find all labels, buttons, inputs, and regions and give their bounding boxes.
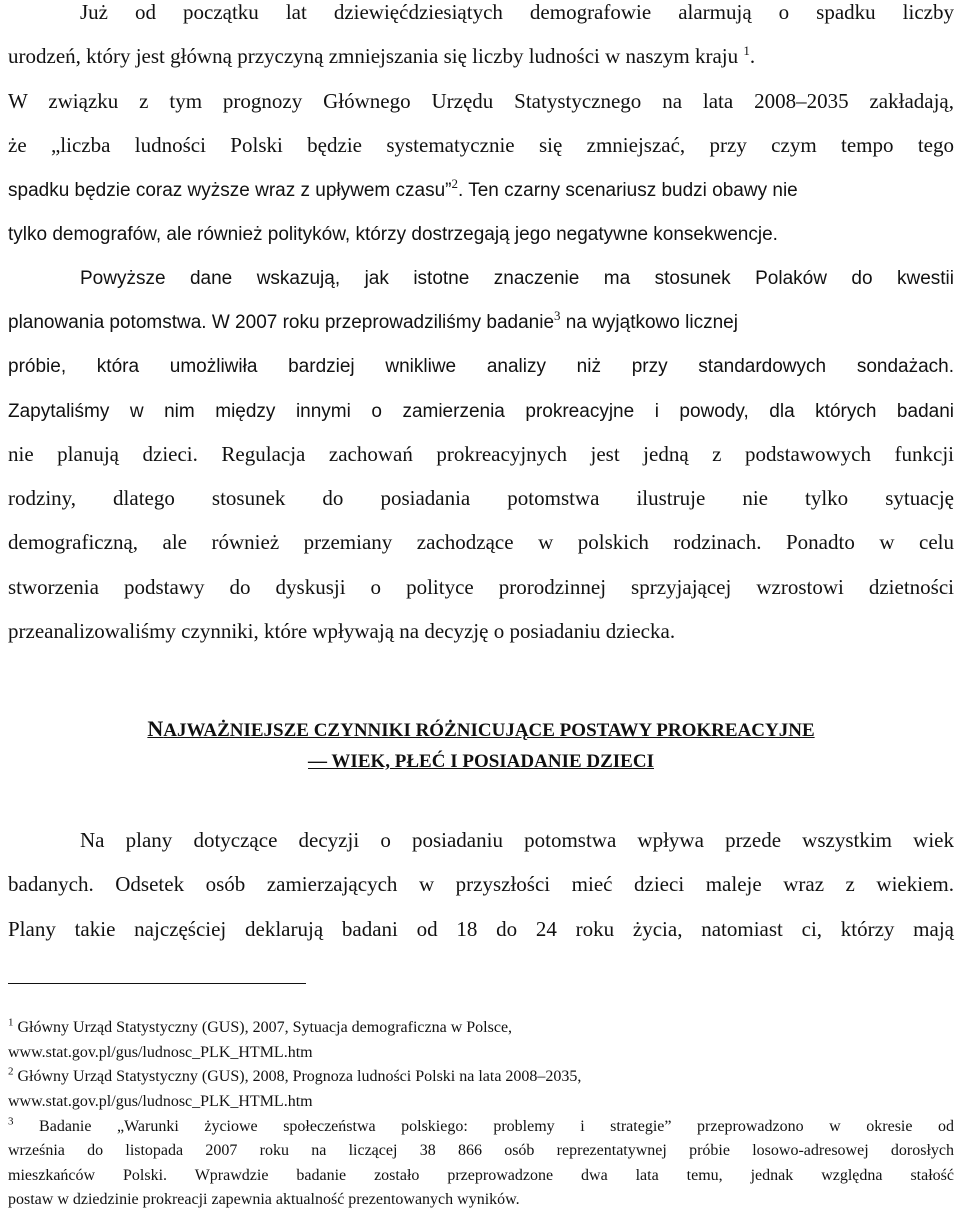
text-line: przeanalizowaliśmy czynniki, które wpływają na decyzję o posiadaniu dziecka. bbox=[8, 619, 676, 643]
text-line: Plany takie najczęściej deklarują badani od 18 do 24 roku życia, natomiast ci, którzy mają bbox=[8, 917, 954, 941]
footnote-ref: 1 bbox=[743, 43, 750, 58]
text-line: Na plany dotyczące decyzji o posiadaniu potomstwa wpływa przede wszystkim wiek bbox=[80, 828, 954, 852]
footnote-3-line: mieszkańców Polski. Wprawdzie badanie zostało przeprowadzone dwa lata temu, jednak względna stałość bbox=[8, 1167, 954, 1184]
text-line: nie planują dzieci. Regulacja zachowań prokreacyjnych jest jedną z podstawowych funkcji bbox=[8, 442, 954, 466]
footnote-3-line: września do listopada 2007 roku na liczącej 38 866 osób reprezentatywnej próbie losowo-adresowej dorosłych bbox=[8, 1142, 954, 1159]
footnote-3-line: postaw w dziedzinie prokreacji zapewnia aktualność prezentowanych wyników. bbox=[8, 1191, 520, 1208]
footnote-ref: 3 bbox=[554, 308, 561, 323]
text-line: Powyższe dane wskazują, jak istotne znaczenie ma stosunek Polaków do kwestii bbox=[80, 268, 954, 289]
footnote-1-url[interactable]: www.stat.gov.pl/gus/ludnosc_PLK_HTML.htm bbox=[8, 1044, 313, 1061]
text-line: Już od początku lat dziewięćdziesiątych demografowie alarmują o spadku liczby bbox=[80, 0, 954, 24]
text-line: W związku z tym prognozy Głównego Urzędu Statystycznego na lata 2008–2035 zakładają, bbox=[8, 89, 954, 113]
footnote-3: $^3$ Badanie „Warunki życiowe społeczeństwa polskiego: problemy i strategie” przeprowadzono w okresie od bbox=[8, 1115, 955, 1135]
text-line: demograficzną, ale również przemiany zachodzące w polskich rodzinach. Ponadto w celu bbox=[8, 530, 954, 554]
footnote-2: $^2$ Główny Urząd Statystyczny (GUS), 2008, Prognoza ludności Polski na lata 2008–2035, bbox=[8, 1065, 582, 1085]
section-heading-line2: — WIEK, PŁEĆ I POSIADANIE DZIECI bbox=[308, 751, 654, 772]
footnote-separator bbox=[8, 983, 306, 984]
text-line: planowania potomstwa. W 2007 roku przeprowadziliśmy badanie$^3$ na wyjątkowo licznej bbox=[8, 308, 738, 333]
footnote-ref: 2 bbox=[451, 176, 459, 191]
section-heading-line1: NAJWAŻNIEJSZE CZYNNIKI RÓŻNICUJĄCE POSTAWY PROKREACYJNE bbox=[147, 716, 815, 741]
text-line: że „liczba ludności Polski będzie systematycznie się zmniejszać, przy czym tempo tego bbox=[8, 133, 954, 157]
text-line: urodzeń, który jest główną przyczyną zmniejszania się liczby ludności w naszym kraju $^1$. bbox=[8, 43, 756, 68]
text-line: próbie, która umożliwiła bardziej wnikliwe analizy niż przy standardowych sondażach. bbox=[8, 356, 954, 377]
text-line: stworzenia podstawy do dyskusji o polityce prorodzinnej sprzyjającej wzrostowi dzietności bbox=[8, 575, 954, 599]
text-line: rodziny, dlatego stosunek do posiadania potomstwa ilustruje nie tylko sytuację bbox=[8, 486, 954, 510]
footnote-1: $^1$ Główny Urząd Statystyczny (GUS), 2007, Sytuacja demograficzna w Polsce, bbox=[8, 1016, 513, 1036]
text-line: Zapytaliśmy w nim między innymi o zamierzenia prokreacyjne i powody, dla których badani bbox=[8, 401, 954, 422]
text-line: tylko demografów, ale również polityków, którzy dostrzegają jego negatywne konsekwencje. bbox=[8, 224, 778, 245]
text-line: badanych. Odsetek osób zamierzających w przyszłości mieć dzieci maleje wraz z wiekiem. bbox=[8, 872, 954, 896]
footnote-2-url[interactable]: www.stat.gov.pl/gus/ludnosc_PLK_HTML.htm bbox=[8, 1093, 313, 1110]
text-line: spadku będzie coraz wyższe wraz z upływem czasu”$^2$. Ten czarny scenariusz budzi obawy nie bbox=[8, 176, 798, 201]
